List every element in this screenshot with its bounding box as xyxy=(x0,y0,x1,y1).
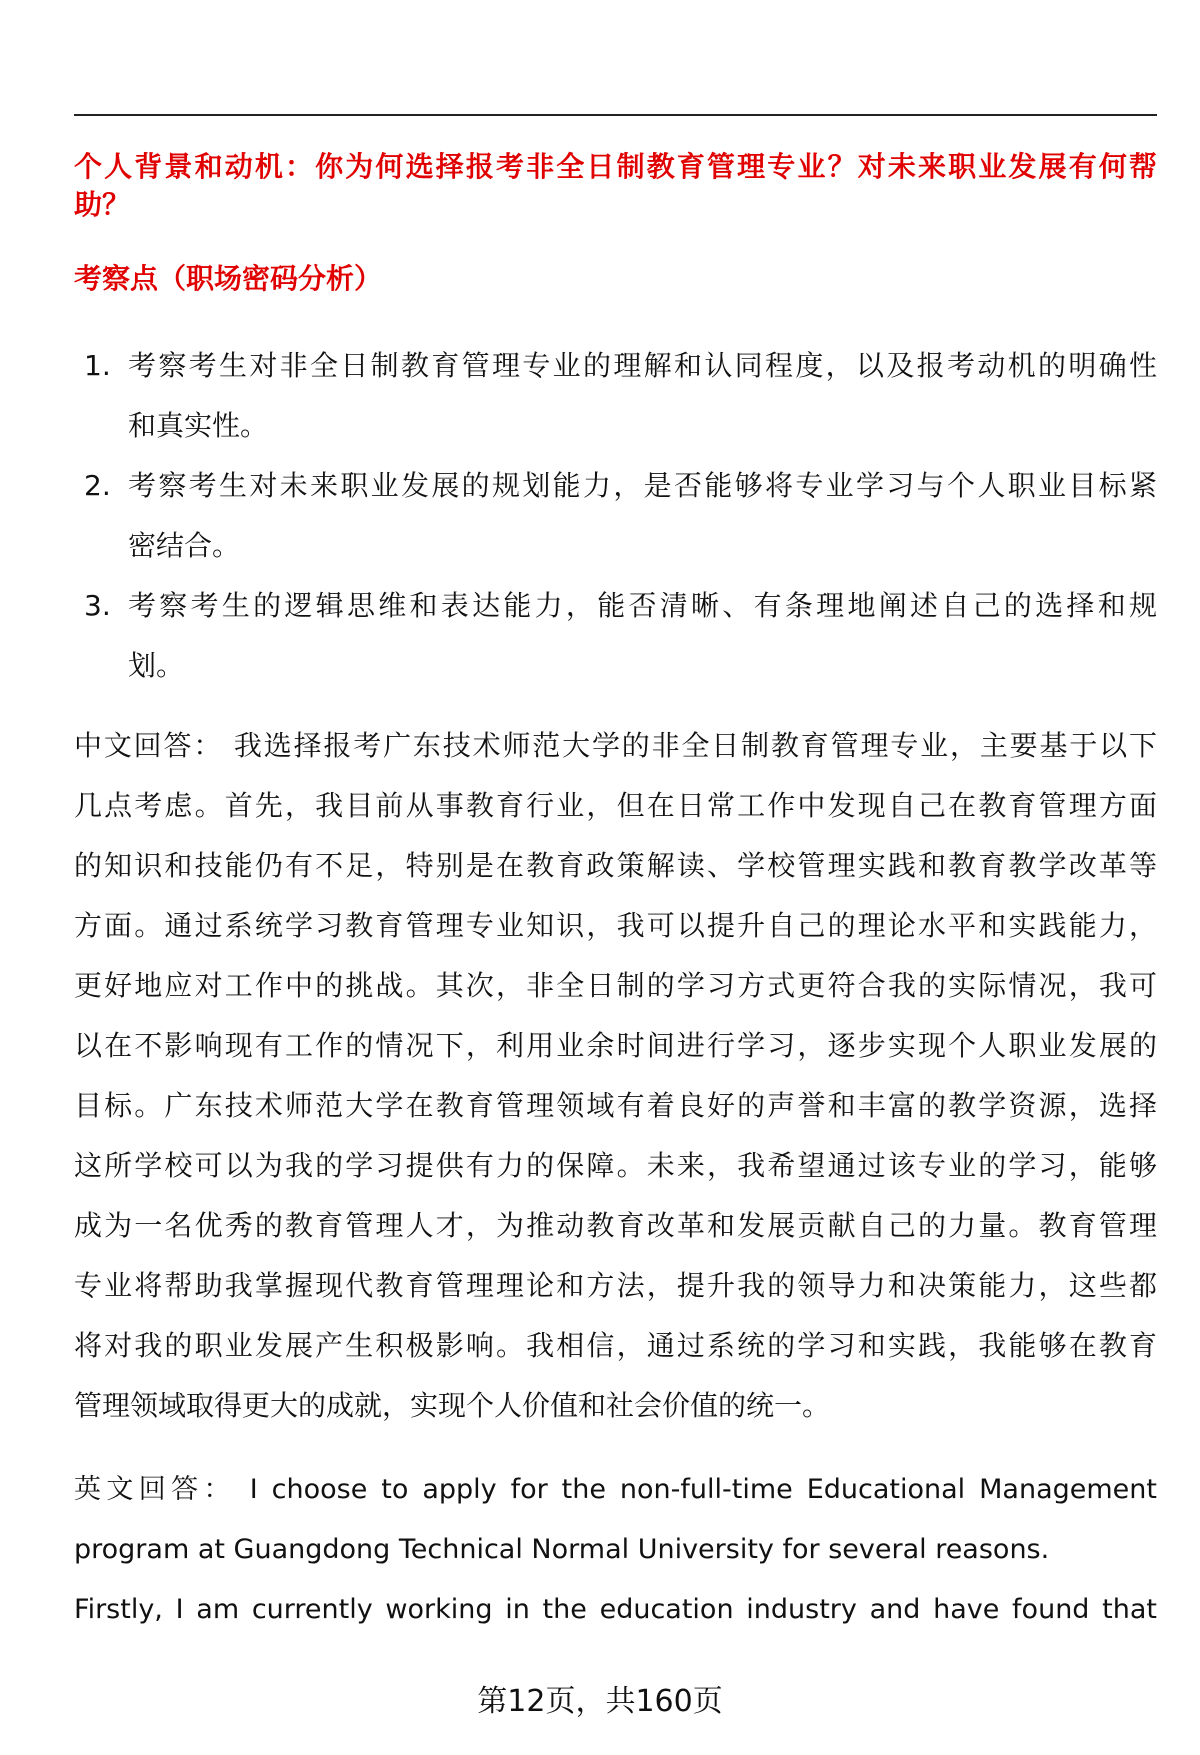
list-line: 和真实性。 xyxy=(128,409,269,442)
answer-line: 更好地应对工作中的挑战。其次，非全日制的学习方式更符合我的实际情况，我可 xyxy=(74,969,1157,1002)
answer-line: 这所学校可以为我的学习提供有力的保障。未来，我希望通过该专业的学习，能够 xyxy=(74,1149,1157,1182)
answer-line: 管理领域取得更大的成就，实现个人价值和社会价值的统一。 xyxy=(74,1389,831,1422)
list-number: 2. xyxy=(84,469,111,502)
list-line: 密结合。 xyxy=(128,529,241,562)
list-line: 考察考生的逻辑思维和表达能力，能否清晰、有条理地阐述自己的选择和规 xyxy=(128,589,1157,622)
assessment-points-list xyxy=(84,336,1157,696)
answer-line: program at Guangdong Technical Normal University for several reasons. xyxy=(74,1534,1050,1565)
answer-line: 将对我的职业发展产生积极影响。我相信，通过系统的学习和实践，我能够在教育 xyxy=(74,1329,1157,1362)
answer-line: 专业将帮助我掌握现代教育管理理论和方法，提升我的领导力和决策能力，这些都 xyxy=(74,1269,1157,1302)
chinese-answer xyxy=(74,716,1157,1436)
answer-line: 中文回答： 我选择报考广东技术师范大学的非全日制教育管理专业，主要基于以下 xyxy=(74,729,1157,762)
answer-line: 以在不影响现有工作的情况下，利用业余时间进行学习，逐步实现个人职业发展的 xyxy=(74,1029,1157,1062)
answer-line: 成为一名优秀的教育管理人才，为推动教育改革和发展贡献自己的力量。教育管理 xyxy=(74,1209,1157,1242)
answer-line: 英文回答： I choose to apply for the non-full-time Educational Management xyxy=(74,1474,1157,1505)
answer-line: 目标。广东技术师范大学在教育管理领域有着良好的声誉和丰富的教学资源，选择 xyxy=(74,1089,1157,1122)
list-item xyxy=(84,576,1157,696)
list-line: 划。 xyxy=(128,649,185,682)
answer-line: 的知识和技能仍有不足，特别是在教育政策解读、学校管理实践和教育教学改革等 xyxy=(74,849,1157,882)
question-line: 个人背景和动机：你为何选择报考非全日制教育管理专业？对未来职业发展有何帮 xyxy=(74,150,1157,183)
answer-line: 几点考虑。首先，我目前从事教育行业，但在日常工作中发现自己在教育管理方面 xyxy=(74,789,1157,822)
header-rule xyxy=(74,114,1157,116)
list-item xyxy=(84,456,1157,576)
list-line: 考察考生对未来职业发展的规划能力，是否能够将专业学习与个人职业目标紧 xyxy=(128,469,1157,502)
section-heading: 考察点（职场密码分析） xyxy=(74,262,383,295)
list-item xyxy=(84,336,1157,456)
answer-line: Firstly, I am currently working in the education industry and have found that xyxy=(74,1594,1157,1625)
question-line: 助？ xyxy=(74,188,131,221)
question-heading xyxy=(74,148,1157,224)
list-number: 3. xyxy=(84,589,111,622)
list-line: 考察考生对非全日制教育管理专业的理解和认同程度，以及报考动机的明确性 xyxy=(128,349,1157,382)
english-answer xyxy=(74,1460,1157,1640)
answer-line: 方面。通过系统学习教育管理专业知识，我可以提升自己的理论水平和实践能力， xyxy=(74,909,1157,942)
page-number: 第12页，共160页 xyxy=(477,1684,723,1719)
list-number: 1. xyxy=(84,349,111,382)
